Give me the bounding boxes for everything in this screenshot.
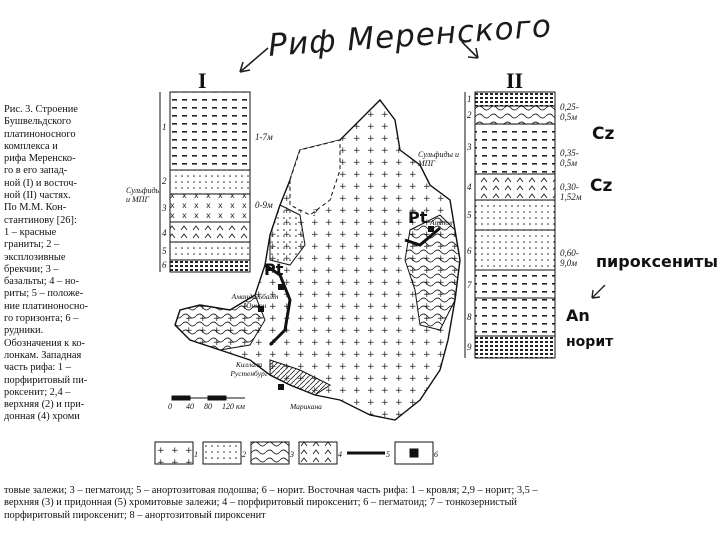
column-II-thickness-2: 0,30-1,52м: [560, 182, 582, 202]
legend-number-2: 2: [242, 450, 246, 459]
title-arrows: [240, 42, 478, 72]
column-II-layer-1: 1: [467, 94, 472, 104]
annotation-arrows: [592, 285, 605, 298]
caption-line: платиноносного: [4, 128, 76, 140]
caption-line: часть рифа: 1 –: [4, 362, 71, 374]
caption-line: Бушвельдского: [4, 116, 72, 128]
column-I-layer-3: 3: [162, 203, 167, 213]
map-label-amandelbult: Амандельбалт Юнион: [231, 292, 279, 310]
column-II-layer-3: 3: [467, 142, 472, 152]
column-I-numeral: I: [198, 68, 207, 93]
column-II-layer-8: 8: [467, 312, 472, 322]
caption-bottom-line: товые залежи; 3 – пегматоид; 5 – анортозитовая подошва; 6 – норит. Восточная часть рифа: 1 – кровля; 2,9 – норит; 3,5 –: [4, 485, 538, 496]
map-label-marikana: Марикана: [290, 402, 322, 411]
legend-number-3: 3: [290, 450, 294, 459]
column-II-layer-4: 4: [467, 182, 472, 192]
legend-number-4: 4: [338, 450, 342, 459]
column-II-layer-6: 6: [467, 246, 472, 256]
scale-label-0: 0: [168, 402, 172, 411]
legend-number-1: 1: [194, 450, 198, 459]
column-II-layer-7: 7: [467, 280, 472, 290]
caption-bottom-line: порфиритовый пироксенит; 8 – анортозитовый пироксенит: [4, 509, 266, 521]
handwritten-an: An: [566, 306, 590, 325]
column-I-layer-2: 2: [162, 176, 167, 186]
figure-caption-continued: [4, 485, 604, 522]
handwritten-pt-1: Pt: [264, 260, 284, 279]
handwritten-norite: норит: [566, 334, 614, 350]
column-I-thickness-1: 1-7м: [255, 132, 273, 142]
caption-line: ние платиноносно-: [4, 300, 89, 312]
map-label-question: ?: [312, 208, 317, 219]
handwritten-pyroxenite: пироксениты: [596, 252, 718, 271]
caption-line: верхняя (2) и при-: [4, 399, 85, 411]
map-label-kilapa: Киллала Рустенбург: [230, 360, 268, 378]
column-I-layer-1: 1: [162, 122, 167, 132]
caption-line: рудники.: [4, 325, 44, 337]
column-II-thickness-3: 0,60-9,0м: [560, 248, 579, 268]
handwritten-cz-1: Cz: [592, 124, 615, 144]
caption-line: 1 – красные: [4, 226, 57, 238]
caption-line: го в его запад-: [4, 165, 68, 177]
column-II-numeral: II: [506, 68, 524, 93]
caption-line: роксенит; 2,4 –: [4, 386, 71, 398]
caption-line: комплекса и: [4, 140, 58, 152]
caption-line: брекчии; 3 –: [4, 263, 59, 275]
caption-line: ной (I) и восточ-: [4, 177, 77, 189]
caption-line: базальты; 4 – но-: [4, 276, 80, 288]
scale-bar: [172, 396, 245, 400]
caption-line: донная (4) хроми: [4, 411, 80, 423]
column-II-layer-2: 2: [467, 110, 472, 120]
scale-label-40: 40: [186, 402, 194, 411]
column-I-layer-4: 4: [162, 228, 167, 238]
caption-line: стантинову [26]:: [4, 214, 77, 226]
caption-line: лонкам. Западная: [4, 349, 82, 361]
scale-label-80: 80: [204, 402, 212, 411]
figure-caption: [4, 104, 104, 424]
map-label-atok: Атток: [430, 218, 453, 227]
column-II-thickness-1: 0,35-0,5м: [560, 148, 579, 168]
column-I-sulfides-label: Сульфиды и МПГ: [126, 186, 161, 204]
caption-line: Обозначения к ко-: [4, 337, 86, 349]
column-II: [465, 92, 555, 358]
column-I-layer-6: 6: [162, 260, 167, 270]
column-II-layer-5: 5: [467, 210, 472, 220]
legend-number-5: 5: [386, 450, 390, 459]
caption-line: эксплозивные: [4, 251, 66, 263]
caption-line: Рис. 3. Строение: [4, 104, 78, 115]
column-I-thickness-2: 0-9м: [255, 200, 273, 210]
column-II-sulfides-label: Сульфиды и МПГ: [418, 150, 459, 168]
legend-number-6: 6: [434, 450, 438, 459]
column-II-thickness-0: 0,25-0,5м: [560, 102, 579, 122]
caption-line: риты; 5 – положе-: [4, 288, 84, 300]
caption-line: граниты; 2 –: [4, 239, 60, 251]
handwritten-pt-2: Pt: [408, 208, 428, 227]
caption-line: порфиритовый пи-: [4, 374, 88, 386]
caption-line: го горизонта; 6 –: [4, 313, 79, 325]
caption-line: По М.М. Кон-: [4, 202, 67, 214]
caption-line: рифа Меренско-: [4, 153, 76, 165]
handwritten-title: Риф Меренского: [267, 8, 553, 64]
caption-line: ной (II) частях.: [4, 190, 71, 202]
column-II-layer-9: 9: [467, 342, 472, 352]
scale-label-120: 120 км: [222, 402, 245, 411]
handwritten-cz-2: Cz: [590, 176, 613, 196]
column-I-layer-5: 5: [162, 246, 167, 256]
caption-bottom-line: верхняя (3) и придонная (5) хромитовые залежи; 4 – порфиритовый пироксенит; 6 – пегматоид; 7 – тонкозернистый: [4, 497, 517, 509]
column-I: [160, 92, 250, 272]
